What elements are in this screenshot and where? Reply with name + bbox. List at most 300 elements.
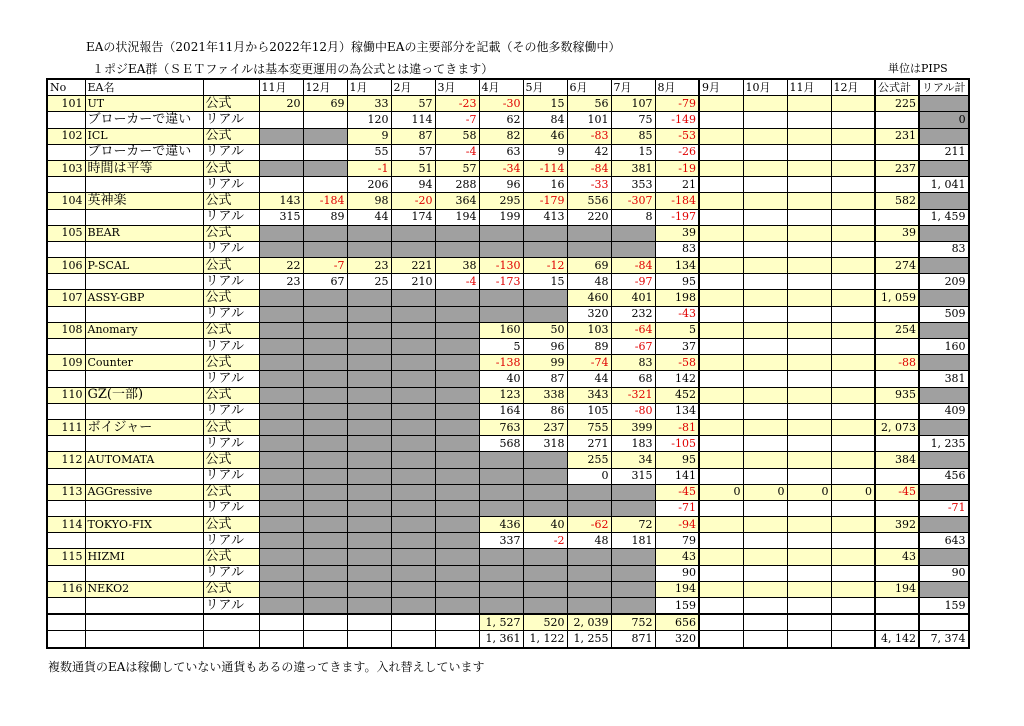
month-value: 343	[567, 387, 611, 403]
ea-number	[47, 436, 85, 452]
ea-number: 107	[47, 290, 85, 306]
month-value	[787, 598, 831, 615]
header-real-total: リアル計	[919, 79, 969, 96]
ea-type: リアル	[203, 274, 259, 290]
ea-type: リアル	[203, 598, 259, 615]
month-value: 436	[479, 517, 523, 533]
month-value	[435, 468, 479, 484]
month-value	[435, 225, 479, 241]
month-value	[479, 306, 523, 322]
official-total	[875, 241, 919, 257]
month-value	[347, 468, 391, 484]
official-total	[875, 112, 919, 128]
ea-official-row	[47, 387, 969, 403]
real-total: 1, 235	[919, 436, 969, 452]
month-value	[347, 371, 391, 387]
footnote: 複数通貨のEAは稼働していない通貨もあるの違ってきます。入れ替えしています	[48, 660, 485, 674]
ea-type: リアル	[203, 112, 259, 128]
month-value: 220	[567, 209, 611, 225]
month-value: 101	[567, 112, 611, 128]
month-value	[391, 339, 435, 355]
month-value	[787, 177, 831, 193]
ea-name: HIZMI	[85, 549, 203, 565]
month-value: -321	[611, 387, 655, 403]
month-value	[787, 144, 831, 160]
month-value	[391, 306, 435, 322]
month-value	[347, 306, 391, 322]
ea-name: ブローカーで違い	[85, 144, 203, 160]
month-value: 198	[655, 290, 699, 306]
ea-number: 113	[47, 484, 85, 500]
ea-name	[85, 371, 203, 387]
ea-type: 公式	[203, 160, 259, 176]
official-total	[875, 339, 919, 355]
header-month: 7月	[611, 79, 655, 96]
month-value: -71	[655, 500, 699, 516]
month-value: 460	[567, 290, 611, 306]
header-month: 10月	[743, 79, 787, 96]
month-value	[611, 241, 655, 257]
ea-type: リアル	[203, 403, 259, 419]
month-value	[831, 419, 875, 435]
month-value	[435, 322, 479, 338]
month-value	[611, 581, 655, 597]
official-total: 2, 073	[875, 419, 919, 435]
month-value	[347, 517, 391, 533]
month-value	[567, 241, 611, 257]
header-month: 3月	[435, 79, 479, 96]
month-value: 413	[523, 209, 567, 225]
ea-number	[47, 177, 85, 193]
ea-name: Counter	[85, 355, 203, 371]
ea-number	[47, 274, 85, 290]
month-value	[391, 549, 435, 565]
month-value: 87	[523, 371, 567, 387]
month-value	[303, 241, 347, 257]
month-value	[743, 355, 787, 371]
official-total	[875, 533, 919, 549]
month-value	[435, 241, 479, 257]
month-value	[699, 419, 743, 435]
month-value	[523, 225, 567, 241]
month-value	[787, 306, 831, 322]
official-total: 935	[875, 387, 919, 403]
month-value: 295	[479, 193, 523, 209]
ea-number	[47, 339, 85, 355]
real-total	[919, 549, 969, 565]
month-value	[523, 565, 567, 581]
header-row	[47, 79, 969, 96]
grand-real-total	[919, 614, 969, 631]
month-value: -80	[611, 403, 655, 419]
ea-type: 公式	[203, 322, 259, 338]
month-value: 79	[655, 533, 699, 549]
grand-total-official-row	[47, 614, 969, 631]
month-value: 315	[611, 468, 655, 484]
official-total: 237	[875, 160, 919, 176]
total-month-value: 1, 122	[523, 631, 567, 648]
month-value	[479, 565, 523, 581]
ea-real-row	[47, 306, 969, 322]
real-total: 509	[919, 306, 969, 322]
month-value	[831, 322, 875, 338]
month-value	[699, 225, 743, 241]
month-value: 0	[787, 484, 831, 500]
ea-number: 116	[47, 581, 85, 597]
real-total: 0	[919, 112, 969, 128]
total-month-value	[831, 631, 875, 648]
month-value: 89	[567, 339, 611, 355]
month-value	[303, 322, 347, 338]
month-value	[831, 144, 875, 160]
month-value: 25	[347, 274, 391, 290]
header-official-total: 公式計	[875, 79, 919, 96]
month-value	[259, 468, 303, 484]
real-total: 211	[919, 144, 969, 160]
real-total: 381	[919, 371, 969, 387]
month-value	[259, 177, 303, 193]
ea-type: リアル	[203, 241, 259, 257]
ea-type: 公式	[203, 96, 259, 112]
month-value: 34	[611, 452, 655, 468]
month-value	[303, 339, 347, 355]
ea-name	[85, 306, 203, 322]
month-value	[259, 533, 303, 549]
real-total	[919, 96, 969, 112]
month-value: 174	[391, 209, 435, 225]
month-value	[435, 387, 479, 403]
total-month-value	[699, 614, 743, 631]
unit-label: 単位はPIPS	[888, 62, 948, 75]
month-value	[787, 225, 831, 241]
header-month: 4月	[479, 79, 523, 96]
month-value	[699, 533, 743, 549]
month-value: 5	[655, 322, 699, 338]
month-value	[435, 500, 479, 516]
month-value: 72	[611, 517, 655, 533]
month-value	[391, 565, 435, 581]
ea-name: ASSY-GBP	[85, 290, 203, 306]
month-value: 99	[523, 355, 567, 371]
header-type	[203, 79, 259, 96]
ea-type: 公式	[203, 452, 259, 468]
month-value	[523, 290, 567, 306]
month-value: 57	[391, 144, 435, 160]
ea-type: 公式	[203, 387, 259, 403]
ea-real-row	[47, 144, 969, 160]
real-total: 209	[919, 274, 969, 290]
grand-real-total: 7, 374	[919, 631, 969, 648]
month-value: 143	[259, 193, 303, 209]
month-value	[259, 549, 303, 565]
month-value: -83	[567, 128, 611, 144]
month-value	[303, 306, 347, 322]
month-value	[479, 452, 523, 468]
month-value	[743, 517, 787, 533]
official-total	[875, 403, 919, 419]
month-value: -307	[611, 193, 655, 209]
month-value	[259, 517, 303, 533]
ea-official-row	[47, 419, 969, 435]
month-value: 58	[435, 128, 479, 144]
ea-type: 公式	[203, 128, 259, 144]
month-value	[259, 144, 303, 160]
month-value	[699, 403, 743, 419]
month-value	[303, 144, 347, 160]
month-value	[699, 355, 743, 371]
total-month-value: 1, 255	[567, 631, 611, 648]
month-value	[435, 565, 479, 581]
month-value	[831, 225, 875, 241]
ea-type: リアル	[203, 209, 259, 225]
month-value: 44	[347, 209, 391, 225]
month-value	[831, 565, 875, 581]
ea-name: UT	[85, 96, 203, 112]
month-value: 763	[479, 419, 523, 435]
month-value: 237	[523, 419, 567, 435]
month-value	[523, 500, 567, 516]
month-value: 164	[479, 403, 523, 419]
month-value: -43	[655, 306, 699, 322]
month-value	[831, 533, 875, 549]
month-value	[787, 258, 831, 274]
ea-number	[47, 306, 85, 322]
month-value: 142	[655, 371, 699, 387]
month-value: -2	[523, 533, 567, 549]
real-total	[919, 452, 969, 468]
month-value	[699, 468, 743, 484]
month-value	[259, 339, 303, 355]
ea-official-row	[47, 160, 969, 176]
ea-number: 102	[47, 128, 85, 144]
ea-official-row	[47, 581, 969, 597]
total-month-value	[259, 614, 303, 631]
ea-number	[47, 565, 85, 581]
month-value	[259, 403, 303, 419]
month-value	[303, 225, 347, 241]
month-value	[699, 500, 743, 516]
month-value	[787, 290, 831, 306]
month-value	[831, 177, 875, 193]
month-value	[303, 128, 347, 144]
month-value	[435, 306, 479, 322]
ea-type: リアル	[203, 371, 259, 387]
month-value: 337	[479, 533, 523, 549]
total-label-empty	[85, 631, 203, 648]
month-value	[259, 112, 303, 128]
month-value: 15	[523, 274, 567, 290]
month-value	[259, 565, 303, 581]
month-value: 8	[611, 209, 655, 225]
real-total	[919, 419, 969, 435]
month-value: 46	[523, 128, 567, 144]
ea-type: 公式	[203, 549, 259, 565]
real-total	[919, 581, 969, 597]
real-total: 1, 041	[919, 177, 969, 193]
month-value: 82	[479, 128, 523, 144]
month-value	[699, 96, 743, 112]
ea-name: TOKYO-FIX	[85, 517, 203, 533]
month-value	[743, 436, 787, 452]
month-value: 85	[611, 128, 655, 144]
month-value	[699, 144, 743, 160]
total-label-empty	[85, 614, 203, 631]
month-value	[743, 209, 787, 225]
month-value	[699, 452, 743, 468]
month-value	[523, 452, 567, 468]
total-month-value: 1, 361	[479, 631, 523, 648]
ea-name	[85, 598, 203, 615]
month-value: 315	[259, 209, 303, 225]
month-value: 38	[435, 258, 479, 274]
official-total	[875, 436, 919, 452]
month-value: -12	[523, 258, 567, 274]
month-value	[611, 565, 655, 581]
month-value	[787, 209, 831, 225]
month-value	[303, 355, 347, 371]
month-value	[787, 565, 831, 581]
official-total: 225	[875, 96, 919, 112]
month-value	[611, 484, 655, 500]
month-value: 16	[523, 177, 567, 193]
total-month-value	[347, 631, 391, 648]
official-total	[875, 565, 919, 581]
ea-number: 101	[47, 96, 85, 112]
ea-name	[85, 500, 203, 516]
month-value: -97	[611, 274, 655, 290]
ea-type: 公式	[203, 225, 259, 241]
ea-name	[85, 177, 203, 193]
month-value: 9	[523, 144, 567, 160]
month-value: 84	[523, 112, 567, 128]
month-value: 338	[523, 387, 567, 403]
ea-number: 109	[47, 355, 85, 371]
ea-number: 106	[47, 258, 85, 274]
month-value	[831, 549, 875, 565]
month-value: 183	[611, 436, 655, 452]
official-total	[875, 209, 919, 225]
month-value	[743, 371, 787, 387]
month-value	[699, 290, 743, 306]
ea-real-row	[47, 500, 969, 516]
ea-number	[47, 468, 85, 484]
month-value	[743, 274, 787, 290]
month-value: 353	[611, 177, 655, 193]
ea-type: 公式	[203, 484, 259, 500]
month-value: 37	[655, 339, 699, 355]
ea-number: 108	[47, 322, 85, 338]
ea-name: AUTOMATA	[85, 452, 203, 468]
ea-number	[47, 112, 85, 128]
month-value	[831, 339, 875, 355]
month-value	[743, 533, 787, 549]
ea-name	[85, 241, 203, 257]
ea-type: リアル	[203, 339, 259, 355]
month-value: 134	[655, 258, 699, 274]
total-month-value	[743, 631, 787, 648]
month-value	[259, 500, 303, 516]
header-month: 5月	[523, 79, 567, 96]
month-value: 255	[567, 452, 611, 468]
ea-type: 公式	[203, 517, 259, 533]
total-month-value	[743, 614, 787, 631]
month-value	[699, 322, 743, 338]
month-value	[259, 371, 303, 387]
month-value: 206	[347, 177, 391, 193]
real-total	[919, 484, 969, 500]
month-value	[391, 387, 435, 403]
month-value: 51	[391, 160, 435, 176]
month-value: 50	[523, 322, 567, 338]
month-value: 33	[347, 96, 391, 112]
ea-real-row	[47, 403, 969, 419]
ea-name: 時間は平等	[85, 160, 203, 176]
month-value: 105	[567, 403, 611, 419]
month-value	[303, 290, 347, 306]
ea-number	[47, 241, 85, 257]
month-value	[699, 436, 743, 452]
total-month-value	[435, 614, 479, 631]
total-label-empty	[203, 631, 259, 648]
ea-type: 公式	[203, 581, 259, 597]
ea-number	[47, 598, 85, 615]
month-value	[479, 500, 523, 516]
ea-number: 111	[47, 419, 85, 435]
month-value	[259, 225, 303, 241]
month-value: 194	[435, 209, 479, 225]
month-value	[435, 436, 479, 452]
month-value	[787, 339, 831, 355]
real-total	[919, 225, 969, 241]
ea-official-row	[47, 322, 969, 338]
real-total: 159	[919, 598, 969, 615]
month-value	[743, 177, 787, 193]
ea-real-row	[47, 241, 969, 257]
month-value: -74	[567, 355, 611, 371]
month-value	[787, 403, 831, 419]
month-value: 288	[435, 177, 479, 193]
real-total	[919, 128, 969, 144]
month-value	[831, 193, 875, 209]
month-value	[523, 468, 567, 484]
month-value: -79	[655, 96, 699, 112]
month-value: 364	[435, 193, 479, 209]
month-value	[567, 598, 611, 615]
month-value	[435, 484, 479, 500]
month-value	[435, 598, 479, 615]
ea-type: リアル	[203, 533, 259, 549]
month-value	[391, 533, 435, 549]
month-value	[391, 355, 435, 371]
header-month: 9月	[699, 79, 743, 96]
month-value	[259, 484, 303, 500]
month-value: 381	[611, 160, 655, 176]
total-label-empty	[47, 631, 85, 648]
month-value: -1	[347, 160, 391, 176]
month-value	[611, 549, 655, 565]
month-value	[831, 355, 875, 371]
month-value	[479, 484, 523, 500]
ea-name	[85, 533, 203, 549]
ea-official-row	[47, 128, 969, 144]
month-value	[435, 452, 479, 468]
month-value	[303, 160, 347, 176]
month-value: 556	[567, 193, 611, 209]
header-month: 8月	[655, 79, 699, 96]
month-value	[743, 581, 787, 597]
month-value	[303, 387, 347, 403]
month-value	[523, 581, 567, 597]
